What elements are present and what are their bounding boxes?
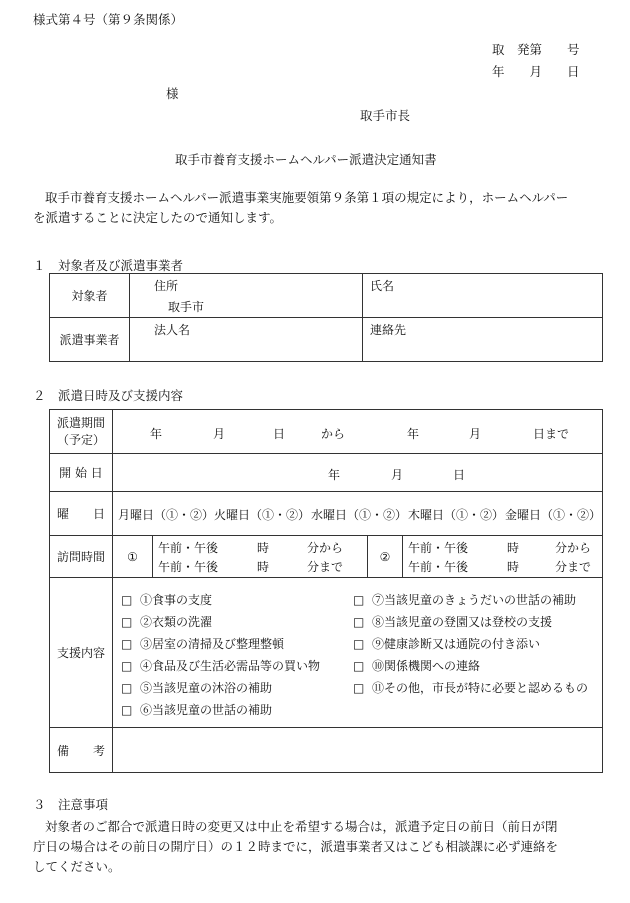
support-item-10[interactable]: [353, 655, 588, 677]
start-month: 月: [391, 468, 404, 482]
address-label: 住所: [154, 279, 179, 293]
weekday-friday: 金曜日（①・②）: [505, 508, 602, 522]
dispatch-table: [49, 409, 603, 773]
checkbox-icon[interactable]: □: [353, 659, 365, 673]
checkbox-icon[interactable]: □: [121, 637, 133, 651]
support-item-5[interactable]: [121, 677, 320, 699]
issue-date: 年 月 日: [492, 64, 580, 79]
name-label: 氏名: [370, 279, 395, 293]
support-item-label: ②衣類の洗濯: [139, 615, 212, 629]
intro-paragraph: [33, 188, 568, 228]
period-month-1: 月: [213, 427, 226, 441]
checkbox-icon[interactable]: □: [121, 659, 133, 673]
support-item-label: ⑩関係機関への連絡: [371, 659, 480, 673]
checkbox-icon[interactable]: □: [353, 615, 365, 629]
checkbox-icon[interactable]: □: [121, 703, 133, 717]
subject-table: [49, 273, 603, 362]
support-item-9[interactable]: [353, 633, 588, 655]
address-value: 取手市: [168, 300, 205, 314]
period-month-2: 月: [469, 427, 482, 441]
checkbox-icon[interactable]: □: [121, 593, 133, 607]
support-item-2[interactable]: [121, 611, 320, 633]
corp-cell: [130, 318, 363, 362]
period-label-2: （予定）: [56, 432, 105, 447]
visit-2-to-hour: 時: [507, 560, 520, 574]
notes-paragraph: [33, 817, 558, 877]
support-item-label: ⑨健康診断又は通院の付き添い: [371, 637, 540, 651]
visit-1-to-ampm: 午前・午後: [158, 560, 219, 574]
support-item-label: ⑤当該児童の沐浴の補助: [139, 681, 272, 695]
support-item-1[interactable]: [121, 589, 320, 611]
start-day: 日: [453, 468, 466, 482]
support-label: 支援内容: [50, 578, 113, 728]
notes-line-1: 対象者のご都合で派遣日時の変更又は中止を希望する場合は，派遣予定日の前日（前日が閉: [45, 819, 558, 834]
weekday-row: [113, 492, 603, 536]
period-label: [50, 410, 113, 454]
start-year: 年: [328, 468, 341, 482]
support-item-4[interactable]: [121, 655, 320, 677]
visit-slot-1-times: [153, 536, 368, 578]
period-label-1: 派遣期間: [56, 415, 105, 430]
period-day-1: 日: [273, 427, 286, 441]
visit-1-from-ampm: 午前・午後: [158, 541, 219, 555]
period-from: から: [321, 427, 346, 441]
contact-cell: [363, 318, 603, 362]
support-right-list: [353, 589, 588, 699]
checkbox-icon[interactable]: □: [353, 681, 365, 695]
support-item-label: ⑥当該児童の世話の補助: [139, 703, 272, 717]
period-year-2: 年: [407, 427, 420, 441]
support-item-7[interactable]: [353, 589, 588, 611]
remarks-label: 備 考: [50, 728, 113, 773]
support-item-label: ④食品及び生活必需品等の買い物: [139, 659, 320, 673]
support-items: [113, 578, 603, 728]
notes-line-3: してください。: [33, 859, 121, 874]
address-cell: [130, 274, 363, 318]
visit-2-from-ampm: 午前・午後: [408, 541, 469, 555]
visit-1-from-hour: 時: [257, 541, 270, 555]
checkbox-icon[interactable]: □: [121, 681, 133, 695]
visit-1-to-min: 分まで: [307, 560, 344, 574]
support-item-label: ⑦当該児童のきょうだいの世話の補助: [371, 593, 576, 607]
corp-label: 法人名: [154, 323, 191, 337]
weekday-label: 曜 日: [50, 492, 113, 536]
notes-line-2: 庁日の場合はその前日の開庁日）の１２時までに，派遣事業者又はこども相談課に必ず連絡を: [33, 839, 559, 854]
visit-slot-1-mark: ①: [113, 536, 153, 578]
form-number: 様式第４号（第９条関係）: [33, 12, 184, 27]
contact-label: 連絡先: [370, 323, 407, 337]
support-item-label: ⑧当該児童の登園又は登校の支援: [371, 615, 552, 629]
support-item-11[interactable]: [353, 677, 588, 699]
support-item-6[interactable]: [121, 699, 320, 721]
weekday-wednesday: 水曜日（①・②）: [311, 508, 408, 522]
period-value: [113, 410, 603, 454]
visit-slot-2-mark: ②: [368, 536, 403, 578]
checkbox-icon[interactable]: □: [353, 637, 365, 651]
visit-2-to-min: 分まで: [555, 560, 592, 574]
visit-label: 訪問時間: [50, 536, 113, 578]
subject-label: 対象者: [50, 274, 130, 318]
issuer: 取手市長: [360, 108, 411, 123]
start-value: [113, 454, 603, 492]
document-number: 取 発第 号: [492, 42, 580, 57]
period-day-2: 日まで: [533, 427, 570, 441]
support-item-8[interactable]: [353, 611, 588, 633]
checkbox-icon[interactable]: □: [121, 615, 133, 629]
support-item-label: ③居室の清掃及び整理整頓: [139, 637, 284, 651]
support-left-list: [121, 589, 320, 721]
dispatcher-label: 派遣事業者: [50, 318, 130, 362]
name-cell: [363, 274, 603, 318]
visit-2-from-min: 分から: [555, 541, 592, 555]
section2-heading: ２ 派遣日時及び支援内容: [33, 388, 184, 403]
section3-heading: ３ 注意事項: [33, 797, 109, 812]
visit-2-to-ampm: 午前・午後: [408, 560, 469, 574]
intro-line-1: 取手市養育支援ホームヘルパー派遣事業実施要領第９条第１項の規定により，ホームヘルパー: [45, 190, 569, 205]
section1-heading: １ 対象者及び派遣事業者: [33, 258, 184, 273]
visit-1-to-hour: 時: [257, 560, 270, 574]
visit-2-from-hour: 時: [507, 541, 520, 555]
start-label: 開 始 日: [50, 454, 113, 492]
weekday-tuesday: 火曜日（①・②）: [214, 508, 311, 522]
document-title: 取手市養育支援ホームヘルパー派遣決定通知書: [175, 152, 437, 167]
intro-line-2: を派遣することに決定したので通知します。: [33, 210, 283, 225]
checkbox-icon[interactable]: □: [353, 593, 365, 607]
support-item-label: ①食事の支度: [139, 593, 212, 607]
remarks-field[interactable]: [113, 728, 603, 773]
support-item-label: ⑪その他，市長が特に必要と認めるもの: [371, 681, 588, 695]
visit-1-from-min: 分から: [307, 541, 344, 555]
visit-slot-2-times: [403, 536, 603, 578]
addressee-suffix: 様: [166, 86, 179, 101]
period-year-1: 年: [150, 427, 163, 441]
support-item-3[interactable]: [121, 633, 320, 655]
weekday-monday: 月曜日（①・②）: [118, 508, 215, 522]
weekday-thursday: 木曜日（①・②）: [408, 508, 505, 522]
